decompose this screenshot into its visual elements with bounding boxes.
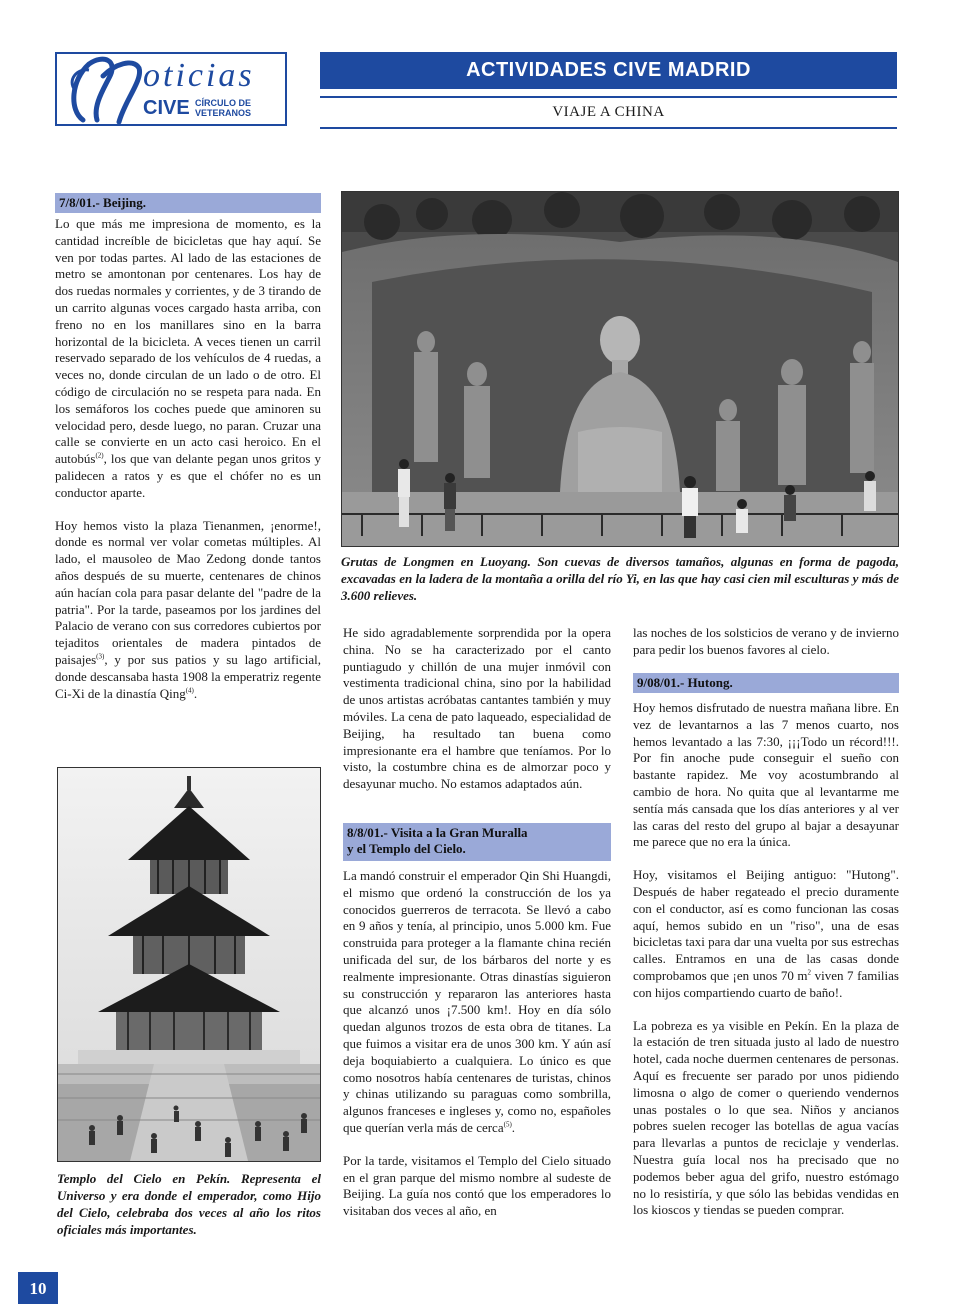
heading-line-1: 8/8/01.- Visita a la Gran Muralla [347, 825, 528, 840]
footnote-ref: (5) [503, 1120, 512, 1129]
mid-column-text-bottom [343, 868, 611, 1236]
text-run: , y por sus patios y su lago artificial, donde descansaba hasta 1908 la emperatriz regente Ci-Xi de la dinastía Qing [55, 651, 321, 701]
superscript: 2 [807, 968, 812, 977]
text-run: La mandó construir el emperador Qin Shi Huangdi, el mismo que ordenó la construcción de los ya conocidos guerreros de terracota. Se llevó a cabo en 9 años y tenía, al principio, unos 5.000 km. Fue construida para proteger a la flamante china recién unificada del sur, de los bárbaros del norte y es realmente impresionante. Otras dinastías siguieron su construcción y repararon las anteriores hasta que alcanzó unos ¡7.500 km!. Hoy en día sólo quedan algunos trozos de esta obra de titanes. La que fuimos a visitar era de unos 300 km. Y aún así deja boquiabierto a cualquiera. Lo único es que como nosotros había centenares de turistas, chinos y chinas utilizando su paraguas como sombrilla, algunos franceses e ingleses y, como no, españoles que querían verla más de cerca [343, 868, 611, 1135]
text-run: . [511, 1119, 516, 1135]
paragraph: He sido agradablemente sorprendida por la opera china. No se ha caracterizado por el canto puntiagudo y chillón de una mujer inmóvil con vestimenta tradicional china, sino por la habilidad de unos artistas acróbatas cantantes también y muy móviles. La cena de pato laqueado, especialidad de Beijing, ha resultado tan buena como impresionante era el hambre que teníamos. Por lo visto, la costumbre china es de almorzar poco y desayunar mucho. No estamos adaptados aún. [343, 625, 611, 792]
left-column-text [55, 216, 321, 718]
longmen-grottoes-photo [341, 191, 899, 547]
paragraph [343, 868, 611, 1137]
right-column-text-top [633, 625, 899, 675]
page-number: 10 [18, 1272, 58, 1304]
section-title: ACTIVIDADES CIVE MADRID [320, 52, 897, 89]
temple-of-heaven-photo [57, 767, 321, 1162]
logo-cive: CIVE [143, 97, 190, 119]
longmen-caption: Grutas de Longmen en Luoyang. Son cuevas de diversos tamaños, algunas en forma de pagoda, excavadas en la ladera de la montaña a orilla del río Yi, en las que hay casi cien mil esculturas y más de 3.600 relieves. [341, 554, 899, 603]
text-run: Hoy, visitamos el Beijing antiguo: "Hutong". Después de haber regateado el precio duramente con el conductor, así es como funcionan las cosas aquí, hemos subido en un "riso", una de esas bicicletas taxi para dar una vuelta por sus estrechas calles. Entramos en una de las casas donde comprobamos que ¡en unos 70 m [633, 867, 899, 983]
text-run: . [193, 685, 198, 701]
text-run: Lo que más me impresiona de momento, es la cantidad increíble de bicicletas que hay aquí. Se ven por todas partes. Al lado de las estaciones de metro se amontonan por centenares. Los hay de dos ruedas normales y corrientes, y de 3 tirando de un carrito algunas voces cargado hasta arriba, con freno no en los manillares sino en la barra horizontal de la bicicleta. A veces tienen un carril reservado separado de los vehículos de 4 ruedas, a veces no, donde circulan de un lado o de otro. El código de circulación no se respeta para nada. En los semáforos los coches puede que aminoren su velocidad pero, desde luego, no paran. Cruzar una calle se convierte en un acto casi heroico. En el autobús [55, 216, 321, 467]
footnote-ref: (4) [185, 686, 194, 695]
heading-hutong: 9/08/01.- Hutong. [633, 673, 899, 693]
header-rule-top [320, 96, 897, 98]
text-run: viven 7 familias con hijos compartiendo cuarto de baño!. [633, 967, 899, 1000]
right-column-text [633, 700, 899, 1235]
header-rule-bottom [320, 127, 897, 129]
paragraph: La pobreza es ya visible en Pekín. En la plaza de la estación de tren situada justo al lado de nuestro hotel, cada noche duermen centenares de personas. Aquí es frecuente ser parado por unos pidiendo limosna o algo de comer o queriendo vendernos unas postales o lo que sea. Niños y ancianos pobres suelen recoger las botellas de agua vacías para llevarlas a puntos de reciclaje y venderlas. Nuestra guía local nos ha precisado que no podemos beber agua del grifo, nuestro estómago no lo resistiría, y que sólo las bebidas vendidas en los kioscos y tiendas se pueden comprar. [633, 1017, 899, 1218]
text-run: , los que van delante pegan unos gritos y palidecen a ratos y es que el chófer no es un conductor aparte. [55, 451, 321, 500]
logo-n-flourish-icon [63, 50, 143, 128]
logo-circulo [195, 98, 251, 118]
mid-column-text-top [343, 625, 611, 809]
logo-circulo-line-1: CÍRCULO DE [195, 98, 251, 108]
paragraph: Por la tarde, visitamos el Templo del Cielo situado en el gran parque del mismo nombre al sudeste de Beijing. La guía nos contó que los emperadores lo visitaban dos veces al año, en [343, 1152, 611, 1219]
heading-gran-muralla [343, 823, 611, 861]
longmen-grottoes-illustration [342, 192, 898, 546]
logo-circulo-line-2: VETERANOS [195, 108, 252, 118]
heading-beijing: 7/8/01.- Beijing. [55, 193, 321, 213]
paragraph [55, 216, 321, 502]
footnote-ref: (2) [95, 451, 104, 460]
heading-line-2: y el Templo del Cielo. [347, 841, 466, 856]
noticias-cive-logo [55, 52, 287, 126]
paragraph: las noches de los solsticios de verano y de invierno para pedir los buenos favores al cielo. [633, 625, 899, 657]
logo-word: oticias [143, 57, 255, 94]
temple-of-heaven-illustration [58, 768, 320, 1161]
text-run: Hoy hemos visto la plaza Tienanmen, ¡enorme!, donde es normal ver volar cometas múltiples. Al lado, el mausoleo de Mao Zedong donde tantos años después de su muerte, centenares de chinos aún hacían cola para pasar delante del "padre de la patria". Por la tarde, paseamos por los jardines del Palacio de verano con sus corredores cubiertos por tejaditos orientales de madera pintados de paisajes [55, 517, 321, 667]
footnote-ref: (3) [96, 652, 105, 661]
temple-caption: Templo del Cielo en Pekín. Representa el Universo y era donde el emperador, como Hijo del Cielo, celebraba dos veces al año los ritos oficiales más importantes. [57, 1171, 321, 1237]
section-subtitle: VIAJE A CHINA [552, 104, 665, 120]
paragraph [55, 518, 321, 703]
paragraph: Hoy hemos disfrutado de nuestra mañana libre. En vez de levantarnos a las 7 menos cuarto, nos hemos levantado a las 7:30, ¡¡¡Todo un récord!!!. Por fin anoche pude conseguir el sueño con bastante rapidez. Me voy acostumbrando al cambio de hora. No quita que al levantarme me sentía más cansada que los días anteriores y al ver las caras del resto del grupo al bajar a desayunar me parece que no era la única. [633, 700, 899, 850]
paragraph [633, 867, 899, 1001]
